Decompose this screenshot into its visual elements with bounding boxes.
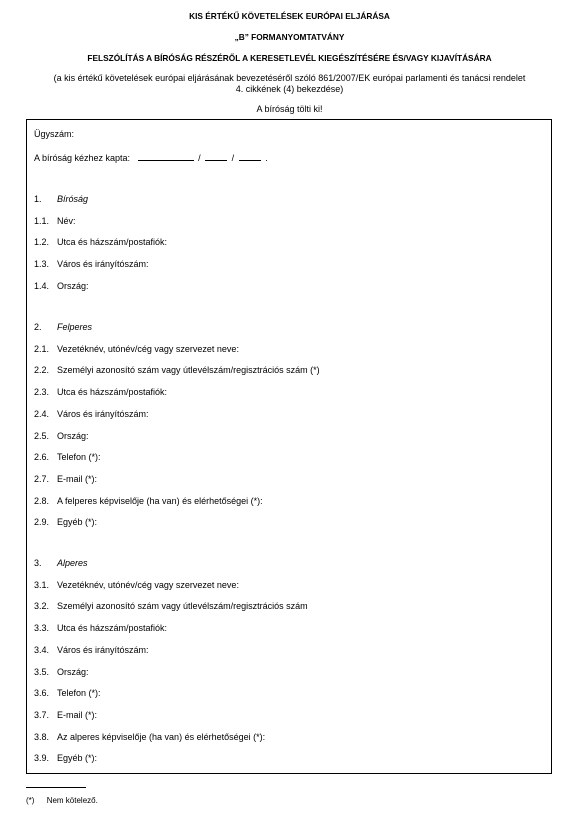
field-number: 2.5.	[34, 430, 50, 441]
field-label: Utca és házszám/postafiók:	[57, 237, 168, 248]
field-label: Ország:	[57, 430, 89, 441]
field-label: E-mail (*):	[57, 473, 97, 484]
section-title: Bíróság	[57, 194, 89, 204]
form-frame	[26, 119, 552, 774]
field-label: Egyéb (*):	[57, 753, 98, 764]
field-label: Vezetéknév, utónév/cég vagy szervezet neve:	[57, 343, 239, 354]
field-label: Telefon (*):	[57, 452, 101, 463]
field-number: 2.9.	[34, 517, 50, 528]
field-label: Utca és házszám/postafiók:	[57, 387, 168, 398]
field-label: Telefon (*):	[57, 688, 101, 699]
field-number: 2.1.	[34, 343, 50, 354]
field-label: E-mail (*):	[57, 709, 97, 720]
received-label: A bíróság kézhez kapta:	[34, 153, 131, 163]
date-period: .	[265, 153, 268, 163]
footnote-text: Nem kötelező.	[46, 796, 98, 805]
field-label: Város és irányítószám:	[57, 644, 149, 655]
section-title: Felperes	[57, 322, 93, 332]
section-header	[34, 322, 93, 332]
field-number: 1.1.	[34, 215, 50, 226]
field-label: Vezetéknév, utónév/cég vagy szervezet neve:	[57, 579, 239, 590]
field-number: 1.4.	[34, 280, 50, 291]
field-label: Ország:	[57, 280, 89, 291]
field-label: A felperes képviselője (ha van) és elérhetőségei (*):	[57, 495, 263, 506]
field-number: 2.3.	[34, 387, 50, 398]
field-number: 2.7.	[34, 473, 50, 484]
footnote-divider	[26, 787, 86, 788]
field-number: 3.1.	[34, 579, 50, 590]
section-header	[34, 558, 88, 568]
field-label: Utca és házszám/postafiók:	[57, 623, 168, 634]
received-day-field[interactable]	[138, 151, 194, 161]
field-number: 3.4.	[34, 644, 50, 655]
section-number: 1.	[34, 194, 42, 204]
field-label: Név:	[57, 215, 76, 226]
field-label: Személyi azonosító szám vagy útlevélszám/regisztrációs szám (*)	[57, 365, 320, 376]
court-fills-note: A bíróság tölti ki!	[256, 104, 323, 114]
received-month-field[interactable]	[205, 151, 227, 161]
field-number: 3.5.	[34, 666, 50, 677]
field-number: 3.7.	[34, 709, 50, 720]
date-separator: /	[231, 153, 235, 163]
field-number: 1.2.	[34, 237, 50, 248]
field-label: Ország:	[57, 666, 89, 677]
field-number: 3.6.	[34, 688, 50, 699]
regulation-note-line2: 4. cikkének (4) bekezdése)	[235, 84, 344, 94]
section-number: 3.	[34, 558, 42, 568]
field-number: 1.3.	[34, 259, 50, 270]
case-number-label: Ügyszám:	[34, 129, 75, 139]
field-number: 2.8.	[34, 495, 50, 506]
field-number: 3.8.	[34, 731, 50, 742]
field-label: Az alperes képviselője (ha van) és elérhetőségei (*):	[57, 731, 266, 742]
field-number: 3.2.	[34, 601, 50, 612]
footnote	[26, 796, 98, 805]
field-number: 3.9.	[34, 753, 50, 764]
received-row	[34, 151, 268, 163]
field-label: Egyéb (*):	[57, 517, 98, 528]
field-number: 2.4.	[34, 408, 50, 419]
field-label: Város és irányítószám:	[57, 259, 149, 270]
form-type: „B” FORMANYOMTATVÁNY	[234, 32, 345, 42]
section-number: 2.	[34, 322, 42, 332]
field-label: Város és irányítószám:	[57, 408, 149, 419]
field-label: Személyi azonosító szám vagy útlevélszám/regisztrációs szám	[57, 601, 308, 612]
regulation-note-line1: (a kis értékű követelések európai eljárásának bevezetéséről szóló 861/2007/EK európai parlamenti és tanácsi rendelet	[53, 73, 526, 83]
field-number: 2.2.	[34, 365, 50, 376]
date-separator: /	[198, 153, 201, 163]
form-heading: KIS ÉRTÉKŰ KÖVETELÉSEK EURÓPAI ELJÁRÁSA	[189, 11, 390, 21]
footnote-mark: (*)	[26, 796, 35, 805]
field-number: 3.3.	[34, 623, 50, 634]
field-number: 2.6.	[34, 452, 50, 463]
section-title: Alperes	[57, 558, 88, 568]
received-year-field[interactable]	[239, 151, 261, 161]
section-header	[34, 194, 89, 204]
form-title: FELSZÓLÍTÁS A BÍRÓSÁG RÉSZÉRŐL A KERESETLEVÉL KIEGÉSZÍTÉSÉRE ÉS/VAGY KIJAVÍTÁSÁRA	[87, 53, 492, 63]
